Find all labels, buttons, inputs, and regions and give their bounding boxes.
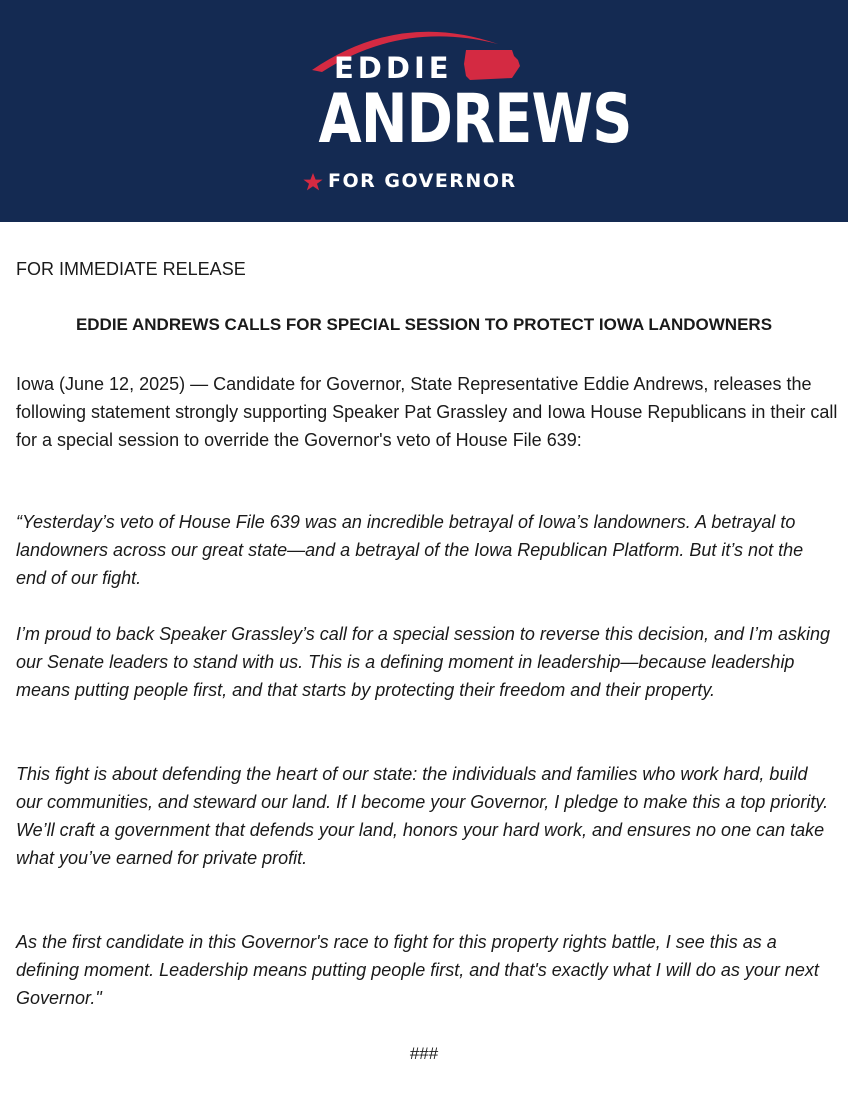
quote-paragraph-2: I’m proud to back Speaker Grassley’s call for a special session to reverse this decision, and I’m asking our Senate leaders to stand with us. This is a defining moment in leadership—because leadership means putting people first, and that starts by protecting their freedom and their property. bbox=[16, 624, 831, 700]
quote-paragraph-4: As the first candidate in this Governor's race to fight for this property rights battle, I see this as a defining moment. Leadership means putting people first, and that's exactly what I will do as your next Governor." bbox=[16, 932, 819, 1008]
intro-paragraph: Iowa (June 12, 2025) — Candidate for Governor, State Representative Eddie Andrews, releases the following statement strongly supporting Speaker Pat Grassley and Iowa House Republicans in their call for a special session to override the Governor's veto of House File 639: bbox=[16, 374, 838, 450]
logo-last-name: ANDREWS bbox=[318, 80, 632, 159]
iowa-state-icon bbox=[464, 50, 520, 80]
release-label: FOR IMMEDIATE RELEASE bbox=[16, 259, 246, 279]
logo-first-name: EDDIE bbox=[334, 51, 453, 85]
quote-paragraph-3: This fight is about defending the heart of our state: the individuals and families who work hard, build our communities, and steward our land. If I become your Governor, I pledge to make this a top priority. We’ll craft a government that defends your land, honors your hard work, and ensures no one can take what you’ve earned for private profit. bbox=[16, 764, 829, 868]
press-release-headline: EDDIE ANDREWS CALLS FOR SPECIAL SESSION TO PROTECT IOWA LANDOWNERS bbox=[75, 315, 773, 334]
star-icon bbox=[303, 173, 322, 190]
quote-paragraph-1: “Yesterday’s veto of House File 639 was an incredible betrayal of Iowa’s landowners. A betrayal to landowners across our great state—and a betrayal of the Iowa Republican Platform. But it’s not the end of our fight. bbox=[16, 512, 804, 588]
campaign-header-banner bbox=[0, 0, 848, 222]
end-of-release-marks: ### bbox=[409, 1044, 439, 1063]
logo-tagline: FOR GOVERNOR bbox=[328, 170, 517, 192]
